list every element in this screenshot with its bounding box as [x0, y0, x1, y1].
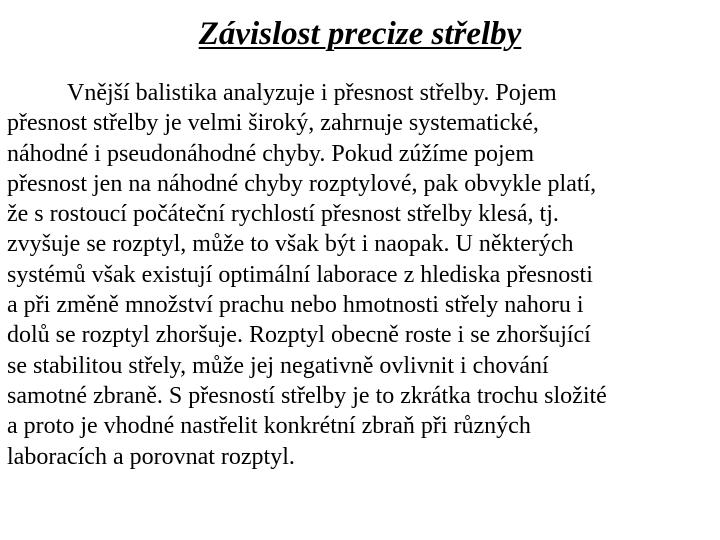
paragraph-line: zvyšuje se rozptyl, může to však být i naopak. U některých [7, 231, 574, 258]
paragraph-line: přesnost jen na náhodné chyby rozptylové, pak obvykle platí, [7, 170, 597, 197]
paragraph-line: náhodné i pseudonáhodné chyby. Pokud zúžíme pojem [7, 140, 534, 167]
paragraph-line: laboracích a porovnat rozptyl. [7, 443, 295, 470]
paragraph-line: se stabilitou střely, může jej negativně ovlivnit i chování [7, 352, 549, 379]
paragraph-line: Vnější balistika analyzuje i přesnost střelby. Pojem [67, 80, 557, 106]
paragraph-line: že s rostoucí počáteční rychlostí přesnost střelby klesá, tj. [7, 201, 559, 228]
body-paragraph [7, 78, 713, 472]
paragraph-line: samotné zbraně. S přesností střelby je to zkrátka trochu složité [7, 382, 607, 409]
paragraph-line: systémů však existují optimální laborace z hlediska přesnosti [7, 261, 593, 288]
paragraph-line: dolů se rozptyl zhoršuje. Rozptyl obecně roste i se zhoršující [7, 322, 591, 349]
paragraph-line: a proto je vhodné nastřelit konkrétní zbraň při různých [7, 413, 531, 440]
paragraph-line: a při změně množství prachu nebo hmotnosti střely nahoru i [7, 292, 584, 319]
page-title: Závislost precize střelby [198, 16, 522, 52]
paragraph-line: přesnost střelby je velmi široký, zahrnuje systematické, [7, 110, 539, 137]
